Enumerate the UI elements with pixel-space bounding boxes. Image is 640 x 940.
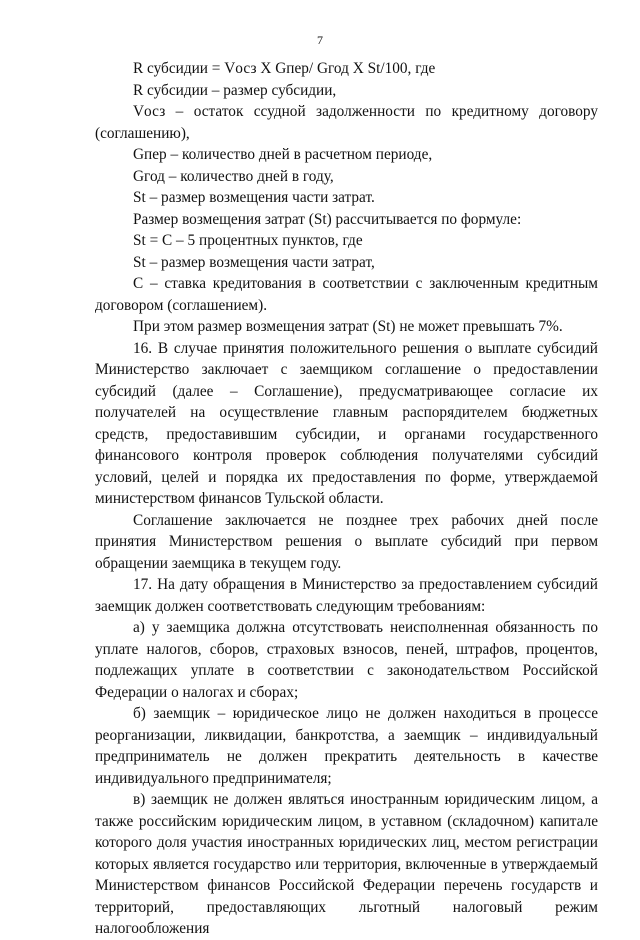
definition-r-subsidy: R субсидии – размер субсидии, <box>133 81 337 99</box>
definition-st-2: St – размер возмещения части затрат, <box>133 253 375 271</box>
definition-v-osz: Vосз – остаток ссудной задолженности по кредитному договору (соглашению), <box>95 103 598 142</box>
requirement-v-paragraph: в) заемщик не должен являться иностранным юридическим лицом, а также российским юридическим лицом, в уставном (складочном) капитале которого доля участия иностранных юридических лиц, местом регистрации которых является государство или территория, включенные в утверждаемый Министерством финансов Российской Федерации перечень государств и территорий, предоставляющих льготный налоговый режим налогообложения <box>95 791 598 937</box>
agreement-deadline-paragraph: Соглашение заключается не позднее трех рабочих дней после принятия Министерством решения о выплате субсидий при первом обращении заемщика в текущем году. <box>95 511 598 572</box>
page-number: 7 <box>317 33 323 47</box>
definition-g-per: Gпер – количество дней в расчетном периоде, <box>133 146 433 163</box>
clause-16-paragraph: 16. В случае принятия положительного решения о выплате субсидий Министерство заключает с заемщиком соглашение о предоставлении субсидий (далее – Соглашение), предусматривающее согласие их получателей на осуществление главным распорядителем бюджетных средств, предоставившим субсидии, и органами государственного финансового контроля проверок соблюдения получателями субсидий условий, целей и порядка их предоставления по форме, утверждаемой министерством финансов Тульской области. <box>95 339 598 507</box>
document-body <box>95 58 598 940</box>
definition-g-god: Gгод – количество дней в году, <box>133 167 334 185</box>
clause-17-paragraph: 17. На дату обращения в Министерство за предоставлением субсидий заемщик должен соответствовать следующим требованиям: <box>95 576 598 615</box>
definition-c: С – ставка кредитования в соответствии с заключенным кредитным договором (соглашением). <box>95 275 598 314</box>
requirement-a-paragraph: а) у заемщика должна отсутствовать неисполненная обязанность по уплате налогов, сборов, страховых взносов, пеней, штрафов, процентов, подлежащих уплате в соответствии с законодательством Российской Федерации о налогах и сборах; <box>95 619 598 701</box>
st-limit-paragraph: При этом размер возмещения затрат (St) не может превышать 7%. <box>133 318 563 335</box>
definition-st: St – размер возмещения части затрат. <box>133 189 375 206</box>
st-formula-intro: Размер возмещения затрат (St) рассчитывается по формуле: <box>133 210 522 228</box>
formula-line: R субсидии = Vосз X Gпер/ Gгод X St/100, где <box>133 60 436 77</box>
requirement-b-paragraph: б) заемщик – юридическое лицо не должен находиться в процессе реорганизации, ликвидации, банкротства, а заемщик – индивидуальный предприниматель не должен прекратить деятельность в качестве индивидуального предпринимателя; <box>95 705 598 787</box>
st-formula-line: St = С – 5 процентных пунктов, где <box>133 232 363 249</box>
